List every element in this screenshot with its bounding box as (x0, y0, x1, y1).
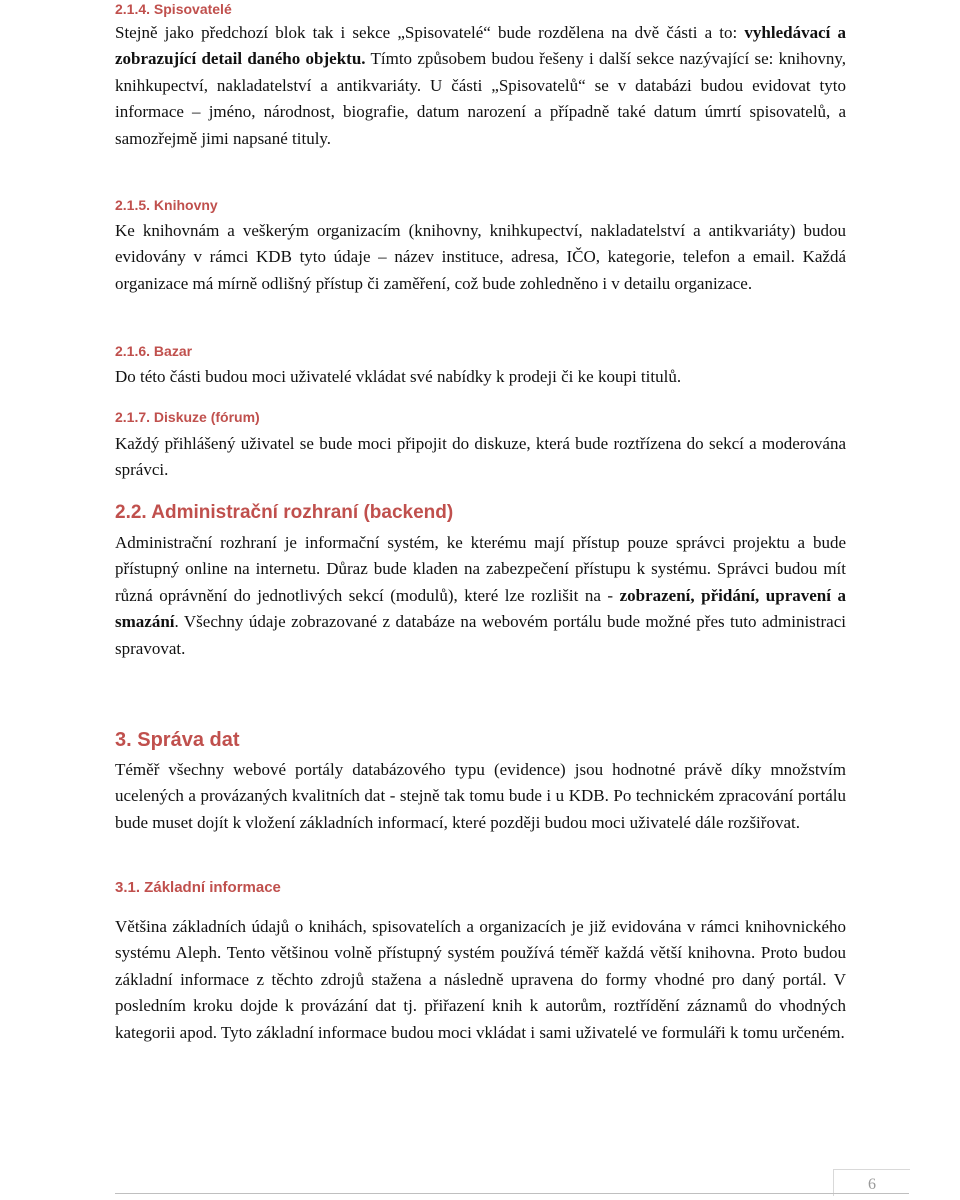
section-2-1-5 (115, 196, 846, 297)
paragraph (115, 20, 846, 152)
paragraph: Většina základních údajů o knihách, spisovatelích a organizacích je již evidována v rámci knihovnického systému Aleph. Tento většinou volně přístupný systém používá téměř každá větší knihovna. Proto budou základní informace z těchto zdrojů stažena a následně upravena do formy vhodné pro daný portál. V posledním kroku dojde k provázání dat tj. přiřazení knih k autorům, roztřídění záznamů do vhodných kategorii apod. Tyto základní informace budou moci vkládat i sami uživatelé ve formuláři k tomu určeném. (115, 917, 846, 1042)
paragraph: Každý přihlášený uživatel se bude moci připojit do diskuze, která bude roztřízena do sekcí a moderována správci. (115, 434, 846, 480)
section-heading: 2.1.6. Bazar (115, 343, 193, 359)
paragraph-text: Administrační rozhraní je informační systém, ke kterému mají přístup pouze správci projektu a bude přístupný online na internetu. Důraz bude kladen na zabezpečení přístupu k systému. Správci budou mít různá oprávnění do jednotlivých sekcí (modulů), které lze rozlišit na - (115, 533, 846, 605)
paragraph: Ke knihovnám a veškerým organizacím (knihovny, knihkupectví, nakladatelství a antikvariáty) budou evidovány v rámci KDB tyto údaje – název instituce, adresa, IČO, kategorie, telefon a email. Každá organizace má mírně odlišný přístup či zaměření, což bude zohledněno i v detailu organizace. (115, 221, 846, 293)
section-heading: 2.1.4. Spisovatelé (115, 1, 232, 17)
paragraph: Téměř všechny webové portály databázového typu (evidence) jsou hodnotné právě díky množstvím ucelených a provázaných kvalitních dat - stejně tak tomu bude i u KDB. Po technickém zpracování portálu bude muset dojít k vložení základních informací, které později budou moci uživatelé dále rozšiřovat. (115, 760, 846, 832)
paragraph-bold-text: vyhledávací a zobrazující detail daného objektu. (115, 23, 846, 69)
paragraph-text: Stejně jako předchozí blok tak i sekce „Spisovatelé“ bude rozdělena na dvě části a to: (115, 23, 745, 42)
section-heading: 2.2. Administrační rozhraní (backend) (115, 502, 454, 523)
section-2-1-7 (115, 408, 846, 484)
section-2-1-4 (115, 0, 846, 152)
section-3 (115, 727, 846, 836)
paragraph-text: U části „Spisovatelů“ se v databázi budou evidovat tyto informace – jméno, národnost, biografie, datum narození a případně také datum úmrtí spisovatelů, a samozřejmě jimi napsané tituly. (115, 75, 846, 148)
footer-divider (115, 1193, 909, 1194)
page-number: 6 (833, 1169, 910, 1196)
section-2-2 (115, 501, 846, 662)
paragraph-text: . Všechny údaje zobrazované z databáze na webovém portálu bude možné přes tuto administraci spravovat. (115, 612, 846, 658)
section-heading: 2.1.5. Knihovny (115, 197, 218, 213)
paragraph-text: Tímto způsobem budou řešeny i další sekce nazývající se: knihovny, knihkupectví, nakladatelství a antikvariáty. (115, 49, 847, 95)
section-heading: 2.1.7. Diskuze (fórum) (115, 409, 260, 425)
section-2-1-6 (115, 342, 846, 390)
paragraph-bold-text: zobrazení, přidání, upravení a smazání (115, 585, 846, 632)
chapter-heading: 3. Správa dat (115, 729, 240, 751)
paragraph: Do této části budou moci uživatelé vkládat své nabídky k prodeji či ke koupi titulů. (115, 367, 682, 386)
section-heading: 3.1. Základní informace (115, 879, 281, 896)
paragraph (115, 530, 846, 662)
section-3-1 (115, 879, 846, 1046)
